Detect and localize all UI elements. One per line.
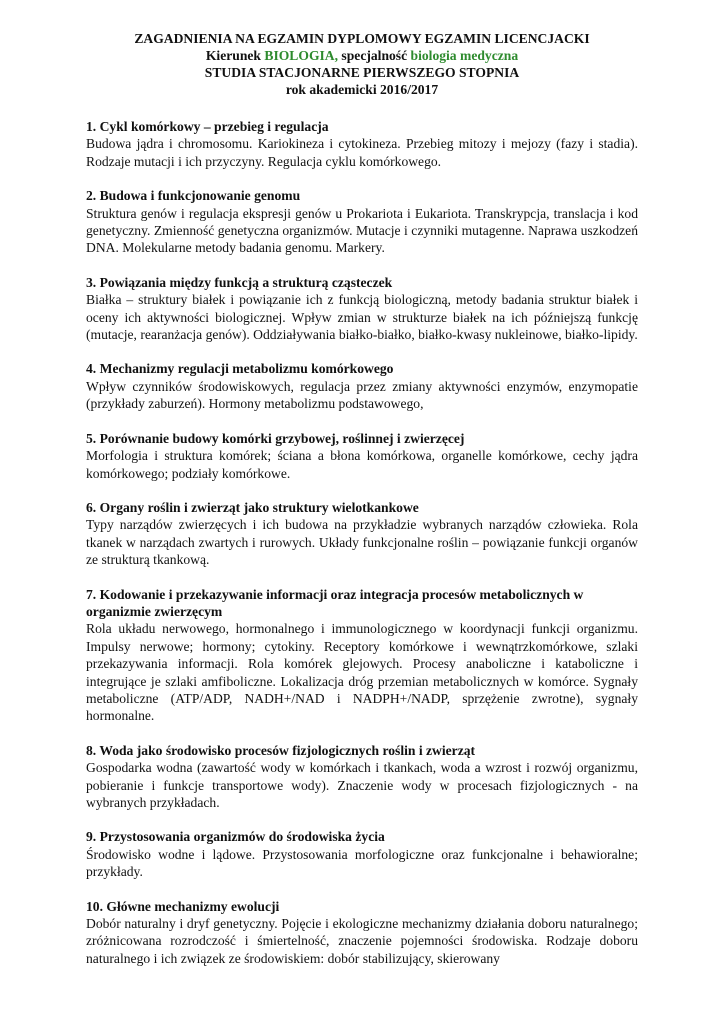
topic-body: Gospodarka wodna (zawartość wody w komórkach i tkankach, woda a wzrost i rozwój organizmu, pobieranie i funkcje transportowe wody). Znaczenie wody w procesach fizjologicznych - na wybranych przykładach.	[86, 760, 638, 810]
topic-title-text: Przystosowania organizmów do środowiska życia	[99, 829, 385, 845]
topic-title-text: Powiązania między funkcją a strukturą cząsteczek	[99, 274, 393, 290]
header-kierunek	[86, 47, 638, 64]
topic-section	[86, 118, 638, 170]
header-academic-year: rok akademicki 2016/2017	[285, 82, 439, 97]
topic-section	[86, 430, 638, 482]
topic-title-text: Budowa i funkcjonowanie genomu	[99, 188, 301, 204]
topic-section	[86, 586, 638, 725]
topic-title	[86, 586, 638, 621]
topic-section	[86, 187, 638, 257]
topics-list	[86, 118, 638, 967]
topic-title	[86, 360, 638, 377]
topic-number: 9.	[86, 829, 97, 845]
topic-body: Rola układu nerwowego, hormonalnego i immunologicznego w koordynacji funkcji organizmu. Impulsy nerwowe; hormony; cytokiny. Receptory komórkowe i wewnątrzkomórkowe, szlaki przekazywania informacji. Rola komórek glejowych. Procesy anaboliczne i kataboliczne i integrujące je szlaki amfiboliczne. Lokalizacja dróg przemian metabolicznych w komórce. Sygnały metaboliczne (ATP/ADP, NADH+/NAD i NADPH+/NADP, sprzężenie zwrotne), sygnały hormonalne.	[86, 621, 638, 724]
topic-body: Typy narządów zwierzęcych i ich budowa na przykładzie wybranych narządów człowieka. Rola tkanek w narządach zwartych i rurowych. Układy funkcjonalne roślin – powiązanie funkcji organów ze strukturą tkankową.	[86, 517, 638, 568]
topic-title	[86, 499, 638, 516]
topic-number: 3.	[86, 274, 97, 290]
kierunek-label: Kierunek	[205, 48, 265, 63]
topic-number: 2.	[86, 188, 97, 204]
topic-title	[86, 118, 638, 135]
topic-number: 7.	[86, 586, 97, 602]
header-study-mode: STUDIA STACJONARNE PIERWSZEGO STOPNIA	[204, 65, 520, 80]
topic-title	[86, 898, 638, 915]
document-header	[86, 30, 638, 98]
topic-number: 5.	[86, 430, 97, 446]
topic-section	[86, 828, 638, 880]
topic-section	[86, 742, 638, 812]
specjalnosc-label: specjalność	[338, 48, 411, 63]
topic-section	[86, 898, 638, 968]
topic-title	[86, 274, 638, 291]
topic-title	[86, 828, 638, 845]
topic-number: 10.	[86, 898, 103, 914]
topic-body: Dobór naturalny i dryf genetyczny. Pojęcie i ekologiczne mechanizmy działania doboru naturalnego; zróżnicowana rozrodczość i śmiertelność, znaczenie pojemności środowiska. Rodzaje doboru naturalnego i ich związek ze środowiskiem: dobór stabilizujący, skierowany	[86, 916, 638, 966]
topic-body: Struktura genów i regulacja ekspresji genów u Prokariota i Eukariota. Transkrypcja, translacja i kod genetyczny. Zmienność genetyczna organizmów. Mutacje i czynniki mutagenne. Naprawa uszkodzeń DNA. Molekularne metody badania genomu. Markery.	[86, 205, 638, 256]
kierunek-value: BIOLOGIA,	[264, 48, 339, 63]
topic-number: 1.	[86, 119, 97, 134]
topic-title-text: Cykl komórkowy – przebieg i regulacja	[99, 119, 329, 134]
topic-section	[86, 499, 638, 569]
topic-title-text: Główne mechanizmy ewolucji	[106, 898, 280, 914]
topic-title-text: Mechanizmy regulacji metabolizmu komórkowego	[99, 361, 394, 377]
specjalnosc-value: biologia medyczna	[410, 48, 519, 63]
topic-title	[86, 187, 638, 204]
topic-body: Środowisko wodne i lądowe. Przystosowania morfologiczne oraz funkcjonalne i behawioralne; przykłady.	[86, 846, 638, 880]
topic-section	[86, 360, 638, 412]
topic-number: 8.	[86, 742, 97, 758]
topic-title-text: Porównanie budowy komórki grzybowej, roślinnej i zwierzęcej	[99, 430, 465, 446]
topic-body: Morfologia i struktura komórek; ściana a błona komórkowa, organelle komórkowe, cechy jądra komórkowego; podziały komórkowe.	[86, 448, 638, 481]
topic-title	[86, 430, 638, 447]
topic-body: Wpływ czynników środowiskowych, regulacja przez zmiany aktywności enzymów, enzymopatie (przykłady zaburzeń). Hormony metabolizmu podstawowego,	[86, 378, 638, 412]
topic-title-text: Organy roślin i zwierząt jako struktury wielotkankowe	[99, 499, 419, 515]
topic-body: Budowa jądra i chromosomu. Kariokineza i cytokineza. Przebieg mitozy i mejozy (fazy i stadia). Rodzaje mutacji i ich przyczyny. Regulacja cyklu komórkowego.	[86, 136, 638, 169]
topic-number: 6.	[86, 499, 97, 515]
topic-title	[86, 742, 638, 759]
topic-title-text: Woda jako środowisko procesów fizjologicznych roślin i zwierząt	[99, 742, 476, 758]
topic-section	[86, 274, 638, 344]
topic-body: Białka – struktury białek i powiązanie ich z funkcją biologiczną, metody badania struktur białek i oceny ich aktywności biologicznej. Wpływ zmian w strukturze białek na ich późniejszą funkcję (mutacje, rearanżacja genów). Oddziaływania białko-białko, białko-kwasy nukleinowe, białko-lipidy.	[86, 292, 638, 343]
header-title: ZAGADNIENIA NA EGZAMIN DYPLOMOWY EGZAMIN LICENCJACKI	[134, 31, 590, 46]
topic-number: 4.	[86, 361, 97, 377]
topic-title-text: Kodowanie i przekazywanie informacji oraz integracja procesów metabolicznych w organizmie zwierzęcym	[86, 586, 584, 619]
